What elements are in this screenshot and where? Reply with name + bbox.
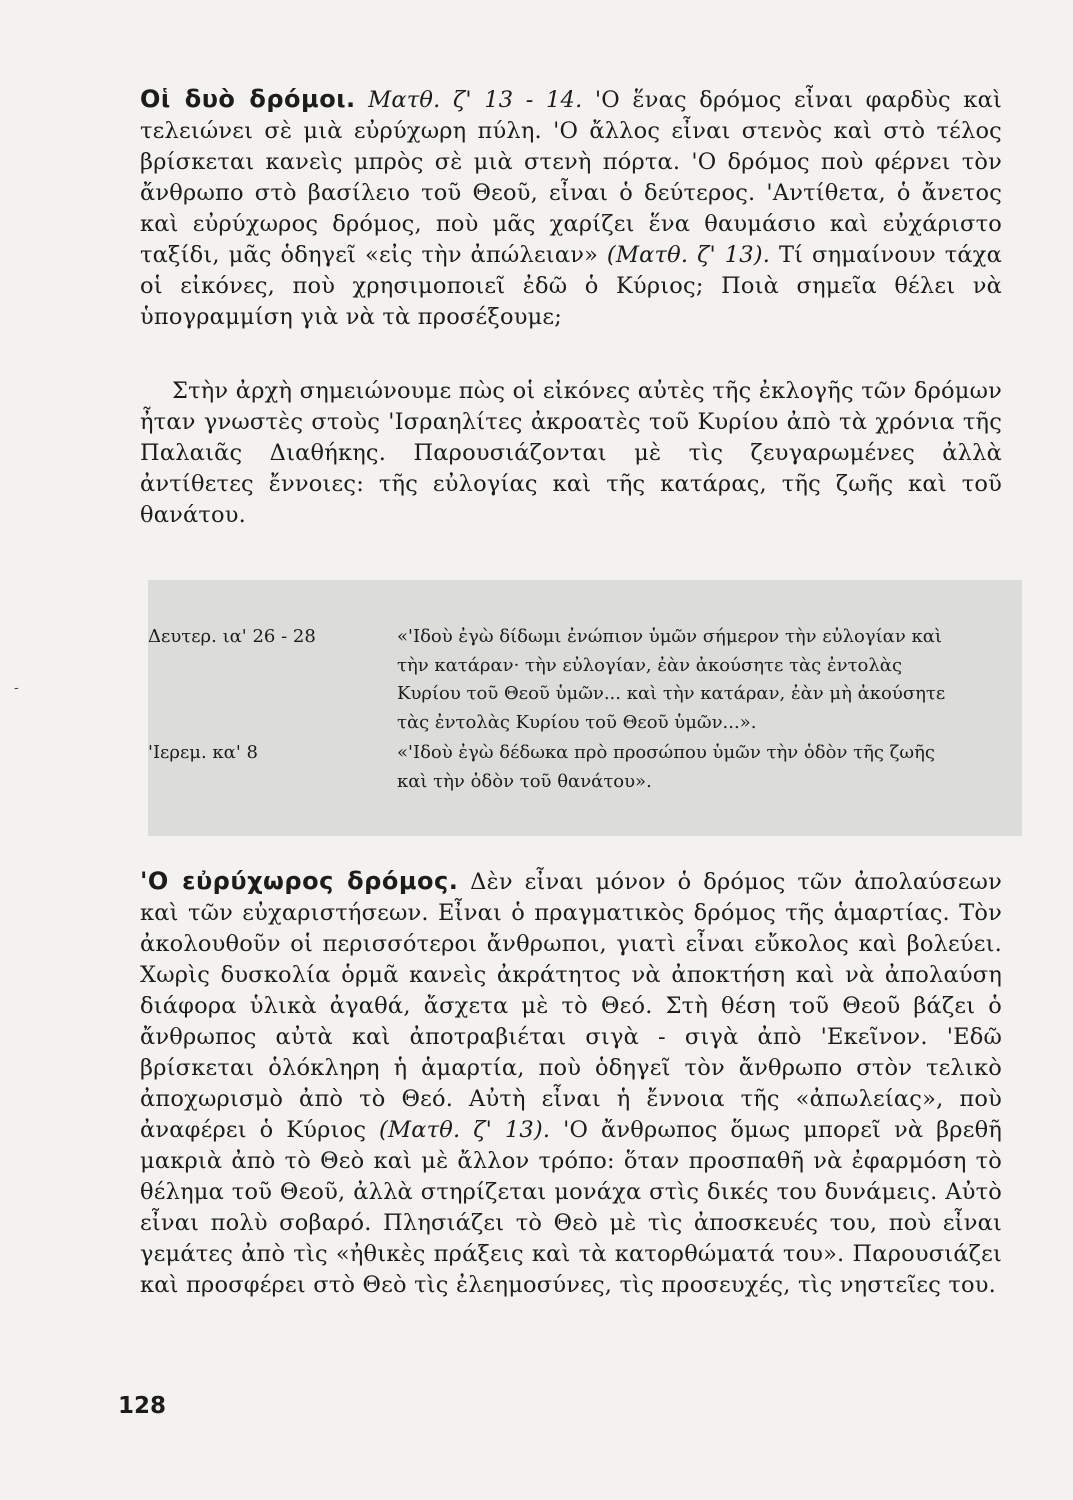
paragraph-old-testament: Στὴν ἀρχὴ σημειώνουμε πὼς οἱ εἰκόνες αὐτὲς τῆς ἐκλογῆς τῶν δρόμων ἦταν γνωστὲς στοὺς 'Ισραηλίτες ἀκροατὲς τοῦ Κυρίου ἀπὸ τὰ χρόνια τῆς Παλαιᾶς Διαθήκης. Παρουσιάζονται μὲ τὶς ζευγαρωμένες ἀλλὰ ἀντίθετες ἔννοιες: τῆς εὐλογίας καὶ τῆς κατάρας, τῆς ζωῆς καὶ τοῦ θανάτου. [140, 378, 1002, 528]
section-heading-two-roads: Οἱ δυὸ δρόμοι. [140, 85, 356, 113]
quote-text: «'Ιδοὺ ἐγὼ δέδωκα πρὸ προσώπου ὑμῶν τὴν ὁδὸν τῆς ζωῆς καὶ τὴν ὁδὸν τοῦ θανάτου». [397, 742, 935, 792]
paragraph-text-continued: 'Ο ἄνθρωπος ὅμως μπορεῖ νὰ βρεθῆ μακριὰ ἀπὸ τὸ Θεὸ καὶ μὲ ἄλλον τρόπο: ὅταν προσπαθῆ νὰ ἐφαρμόση τὸ θέλημα τοῦ Θεοῦ, ἀλλὰ στηρίζεται μονάχα στὶς δικές του δυνάμεις. Αὐτὸ εἶναι πολὺ σοβαρό. Πλησιάζει τὸ Θεὸ μὲ τὶς ἀποσκευές του, ποὺ εἶναι γεμάτες ἀπὸ τὶς «ἠθικὲς πράξεις καὶ τὰ κατορθώματά του». Παρουσιάζει καὶ προσφέρει στὸ Θεὸ τὶς ἐλεημοσύνες, τὶς προσευχές, τὶς νηστεῖες του. [140, 1117, 1003, 1298]
paragraph-text-continued: Τί σημαίνουν τάχα οἱ εἰκόνες, ποὺ χρησιμοποιεῖ ἐδῶ ὁ Κύριος; Ποιὰ σημεῖα θέλει νὰ ὑπογραμμίση γιὰ νὰ τὰ προσέξουμε; [140, 242, 1002, 330]
paragraph-text: Δὲν εἶναι μόνον ὁ δρόμος τῶν ἀπολαύσεων καὶ τῶν εὐχαριστήσεων. Εἶναι ὁ πραγματικὸς δρόμος τῆς ἁμαρτίας. Τὸν ἀκολουθοῦν οἱ περισσότεροι ἄνθρωποι, γιατὶ εἶναι εὔκολος καὶ βολεύει. Χωρὶς δυσκολία ὁρμᾶ κανεὶς ἀκράτητος νὰ ἀποκτήση καὶ νὰ ἀπολαύση διάφορα ὑλικὰ ἀγαθά, ἄσχετα μὲ τὸ Θεό. Στὴ θέση τοῦ Θεοῦ βάζει ὁ ἄνθρωπος αὐτὰ καὶ ἀποτραβιέται σιγὰ - σιγὰ ἀπὸ 'Εκεῖνον. 'Εδῶ βρίσκεται ὁλόκληρη ἡ ἁμαρτία, ποὺ ὁδηγεῖ τὸν ἄνθρωπο στὸν τελικὸ ἀποχωρισμὸ ἀπὸ τὸ Θεό. Αὐτὴ εἶναι ἡ ἔννοια τῆς «ἀπωλείας», ποὺ ἀναφέρει ὁ Κύριος [140, 869, 1002, 1143]
paragraph-two-roads [140, 84, 1002, 333]
section-heading-wide-road: 'Ο εὐρύχωρος δρόμος. [140, 867, 459, 895]
scripture-reference: Ματθ. ζ' 13 - 14. [368, 87, 583, 113]
page-number: 128 [118, 1393, 167, 1419]
paragraph-text: 'Ο ἕνας δρόμος εἶναι φαρδὺς καὶ τελειώνει σὲ μιὰ εὐρύχωρη πύλη. 'Ο ἄλλος εἶναι στενὸς καὶ στὸ τέλος βρίσκεται κανεὶς μπρὸς σὲ μιὰ στενὴ πόρτα. 'Ο δρόμος ποὺ φέρνει τὸν ἄνθρωπο στὸ βασίλειο τοῦ Θεοῦ, εἶναι ὁ δεύτερος. 'Αντίθετα, ὁ ἄνετος καὶ εὐρύχωρος δρόμος, ποὺ μᾶς χαρίζει ἕνα θαυμάσιο καὶ εὐχάριστο ταξίδι, μᾶς ὁδηγεῖ «εἰς τὴν ἀπώλειαν» [140, 87, 1003, 268]
quote-reference: 'Ιερεμ. κα' 8 [148, 742, 258, 763]
quote-reference: Δευτερ. ια' 26 - 28 [148, 626, 316, 647]
margin-mark: - [14, 680, 19, 696]
paragraph-wide-road [140, 866, 1002, 1301]
quote-text: «'Ιδοὺ ἐγὼ δίδωμι ἐνώπιον ὑμῶν σήμερον τὴν εὐλογίαν καὶ τὴν κατάραν· τὴν εὐλογίαν, ἐὰν ἀκούσητε τὰς ἐντολὰς Κυρίου τοῦ Θεοῦ ὑμῶν... καὶ τὴν κατάραν, ἐὰν μὴ ἀκούσητε τὰς ἐντολὰς Κυρίου τοῦ Θεοῦ ὑμῶν...». [397, 626, 946, 733]
scripture-reference-inline: (Ματθ. ζ' 13). [606, 242, 771, 268]
scripture-reference-inline: (Ματθ. ζ' 13). [379, 1117, 551, 1143]
quotation-box [148, 580, 1022, 836]
